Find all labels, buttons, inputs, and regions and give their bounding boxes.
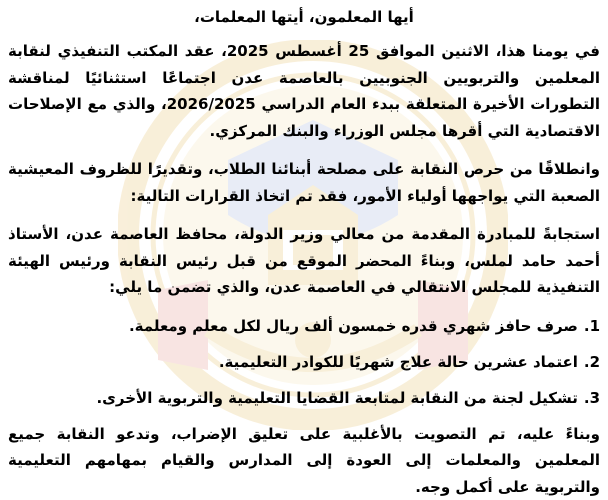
list-item-text: اعتماد عشرين حالة علاج شهريًا للكوادر التعليمية. — [219, 353, 578, 371]
greeting: أيها المعلمون، أيتها المعلمات، — [8, 0, 600, 38]
meeting-paragraph: في يومنا هذا، الاثنين الموافق 25 أغسطس 2025، عقد المكتب التنفيذي لنقابة المعلمين والتربويين الجنوبيين بالعاصمة عدن اجتماعًا استثنائيًا لمناقشة التطورات الأخيرة المتعلقة ببدء العام الدراسي 2026/2025، والذي مع الإصلاحات الاقتصادية التي أقرها مجلس الوزراء والبنك المركزي. — [8, 38, 600, 144]
announcement-document — [8, 0, 600, 470]
decisions-list — [8, 313, 600, 421]
list-item — [8, 313, 600, 349]
list-item-number: 1. — [584, 313, 600, 339]
list-item-text: تشكيل لجنة من النقابة لمتابعة القضايا التعليمية والتربوية الأخرى. — [96, 389, 577, 407]
list-item-text: صرف حافز شهري قدره خمسون ألف ريال لكل معلم ومعلمة. — [129, 317, 578, 335]
decisions-intro-paragraph: وانطلاقًا من حرص النقابة على مصلحة أبنائنا الطلاب، وتقديرًا للظروف المعيشية الصعبة التي يواجهها أولياء الأمور، فقد تم اتخاذ القرارات التالية: — [8, 156, 600, 209]
initiative-paragraph: استجابةً للمبادرة المقدمة من معالي وزير الدولة، محافظ العاصمة عدن، الأستاذ أحمد حامد لملس، وبناءً المحضر الموقع من قبل رئيس النقابة ورئيس الهيئة التنفيذية للمجلس الانتقالي في العاصمة عدن، والذي تضمن ما يلي: — [8, 221, 600, 301]
list-item-number: 2. — [584, 349, 600, 375]
list-item — [8, 349, 600, 385]
list-item-number: 3. — [584, 385, 600, 411]
conclusion-paragraph: وبناءً عليه، تم التصويت بالأغلبية على تعليق الإضراب، وتدعو النقابة جميع المعلمين والمعلمات إلى العودة إلى المدارس والقيام بمهامهم التعليمية والتربوية على أكمل وجه. — [8, 421, 600, 500]
list-item — [8, 385, 600, 421]
